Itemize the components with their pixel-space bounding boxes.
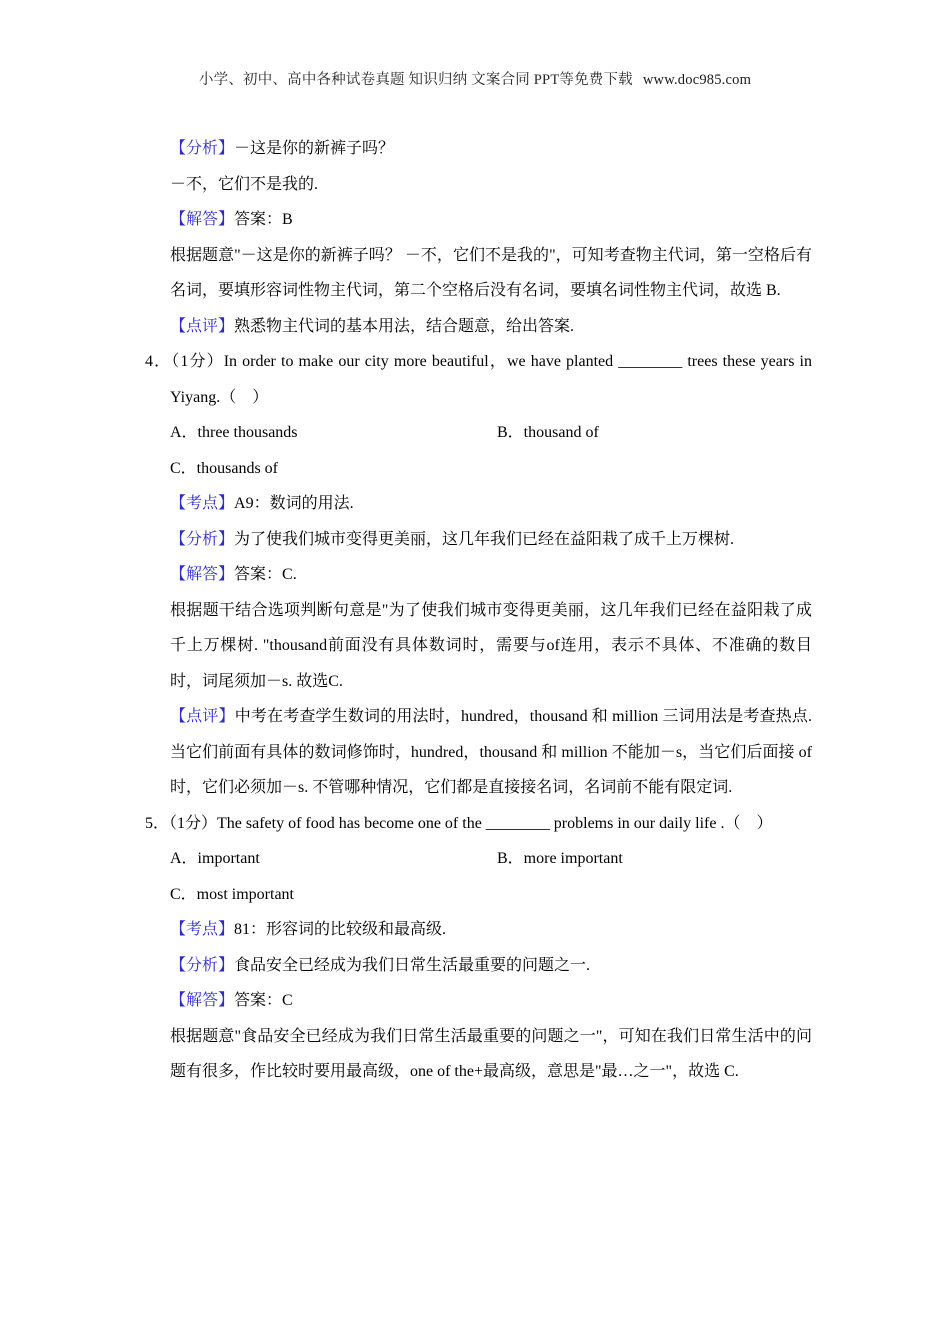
q5-kaodian-line <box>170 912 812 948</box>
q4-answer-line <box>170 557 812 593</box>
kaodian-tag: 【考点】 <box>170 495 235 512</box>
analysis-tag: 【分析】 <box>170 530 235 548</box>
question-5-stem-text: （1分）The safety of food has become one of the ________ problems in our daily life .（ ） <box>169 814 773 832</box>
comment-tag: 【点评】 <box>170 708 235 725</box>
q5-analysis-line <box>170 948 812 984</box>
answer-tag: 【解答】 <box>170 211 235 228</box>
q5-analysis-text: 食品安全已经成为我们日常生活最重要的问题之一. <box>234 956 591 974</box>
header-site-link[interactable]: www.doc985.com <box>642 72 752 88</box>
q3-explanation-paragraph <box>170 238 812 309</box>
q5-explanation-paragraph <box>170 1019 812 1090</box>
q3-analysis-line <box>170 131 812 167</box>
q3-answer-line <box>170 202 812 238</box>
q4-comment-paragraph <box>170 699 812 806</box>
question-5-option-c: C．most important <box>170 885 295 903</box>
q3-explanation-text: 根据题意"－这是你的新裤子吗？ －不，它们不是我的"，可知考查物主代词，第一空格后有名词，要填形容词性物主代词，第二个空格后没有名词，要填名词性物主代词，故选 B. <box>170 246 812 299</box>
q4-analysis-line <box>170 522 812 558</box>
kaodian-tag: 【考点】 <box>170 921 235 938</box>
question-5-options-ab <box>170 841 812 877</box>
question-4-stem <box>145 344 812 415</box>
question-5-option-c-row <box>170 877 812 913</box>
question-4-option-c-row <box>170 451 812 487</box>
question-5-option-b: B．more important <box>497 850 623 867</box>
q3-answer-text: 答案：B <box>234 211 293 228</box>
answer-tag: 【解答】 <box>170 566 235 583</box>
q3-comment-line <box>170 309 812 345</box>
q4-answer-text: 答案：C. <box>234 566 297 583</box>
q5-explanation-text: 根据题意"食品安全已经成为我们日常生活最重要的问题之一"，可知在我们日常生活中的问题有很多，作比较时要用最高级，one of the+最高级，意思是"最…之一"，故选 C. <box>170 1027 812 1080</box>
question-5-option-a: A．important <box>170 850 260 867</box>
q4-explanation-text: 根据题干结合选项判断句意是"为了使我们城市变得更美丽，这几年我们已经在益阳栽了成千上万棵树. "thousand前面没有具体数词时，需要与of连用，表示不具体、不准确的数目时，词尾须加－s. 故选C. <box>170 601 812 690</box>
q5-answer-line <box>170 983 812 1019</box>
q3-analysis-line-2 <box>170 167 812 203</box>
q4-explanation-paragraph <box>170 593 812 700</box>
q4-analysis-text: 为了使我们城市变得更美丽，这几年我们已经在益阳栽了成千上万棵树. <box>234 530 735 548</box>
answer-tag: 【解答】 <box>170 992 235 1009</box>
q5-kaodian-text: 81：形容词的比较级和最高级. <box>234 921 447 938</box>
question-5-stem <box>145 806 812 842</box>
question-5-number: 5． <box>145 814 170 832</box>
comment-tag: 【点评】 <box>170 317 235 335</box>
question-4-stem-text: （1分）In order to make our city more beautiful，we have planted ________ trees these years in Yiyang.（ ） <box>170 353 812 406</box>
analysis-tag: 【分析】 <box>170 956 235 974</box>
q3-comment-text: 熟悉物主代词的基本用法，结合题意，给出答案. <box>234 317 575 335</box>
q4-kaodian-text: A9：数词的用法. <box>234 495 354 512</box>
q5-answer-text: 答案：C <box>234 992 293 1009</box>
question-4-options-ab <box>170 415 812 451</box>
q4-kaodian-line <box>170 486 812 522</box>
question-4-option-c: C．thousands of <box>170 459 279 477</box>
analysis-tag: 【分析】 <box>170 140 235 157</box>
q3-analysis-text-2: －不，它们不是我的. <box>170 175 319 193</box>
question-4-option-b: B．thousand of <box>497 424 599 441</box>
document-body <box>145 131 812 1090</box>
page-header <box>0 68 950 89</box>
q3-analysis-text: －这是你的新裤子吗？ <box>234 140 395 157</box>
q4-comment-text: 中考在考查学生数词的用法时，hundred，thousand 和 million 三词用法是考查热点. 当它们前面有具体的数词修饰时，hundred，thousand 和 million 不能加－s，当它们后面接 of 时，它们必须加－s. 不管哪种情况，它们都是直接接名词，名词前不能有限定词. <box>170 708 812 796</box>
question-4-option-a: A．three thousands <box>170 424 298 441</box>
header-promo-text: 小学、初中、高中各种试卷真题 知识归纳 文案合同 PPT等免费下载 <box>198 72 633 88</box>
question-4-number: 4． <box>145 353 172 370</box>
